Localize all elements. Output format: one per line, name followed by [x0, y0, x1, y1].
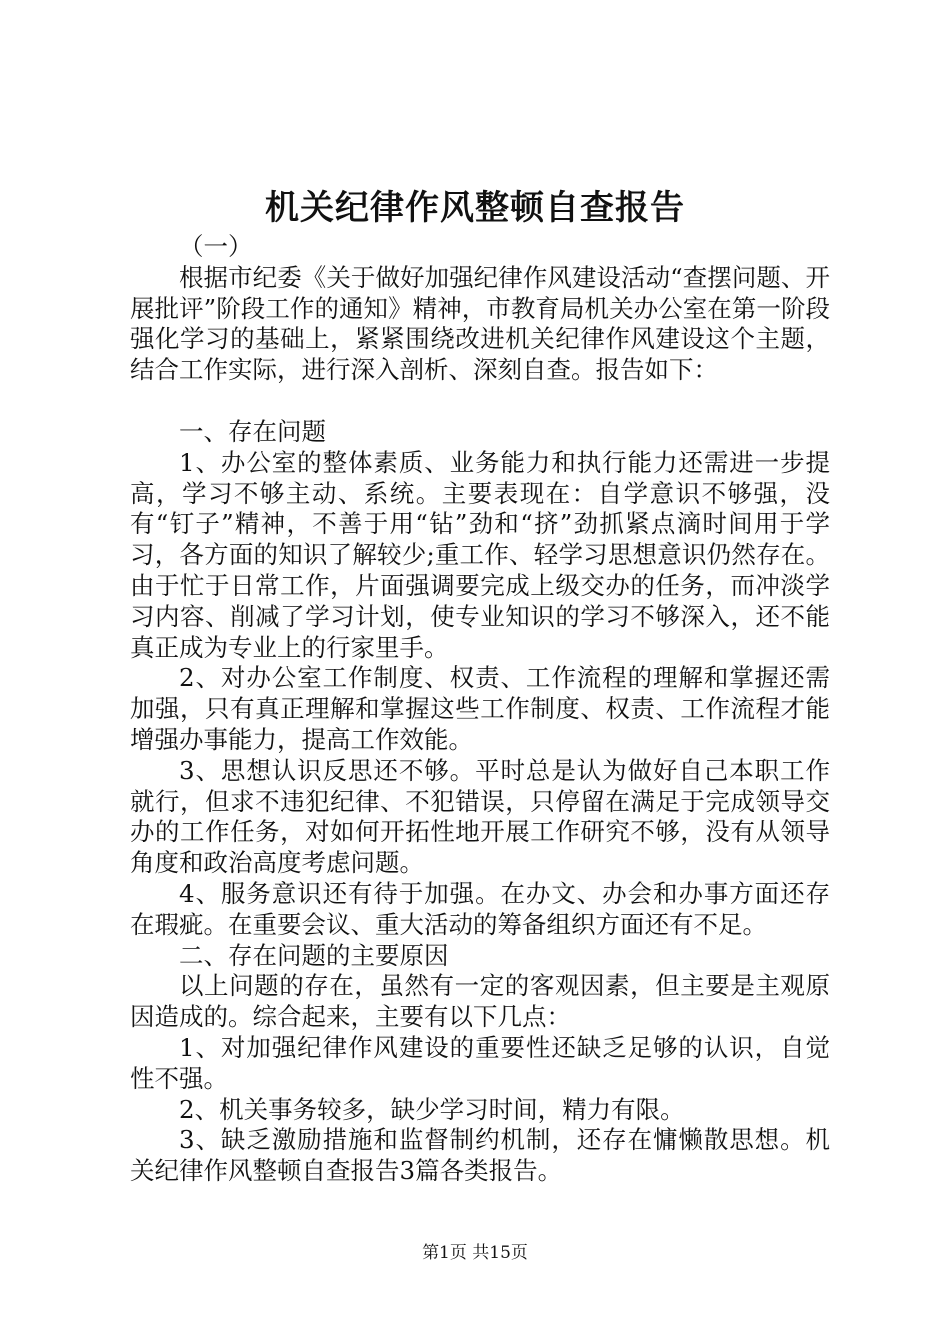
cause-item-2: 2、机关事务较多，缺少学习时间，精力有限。: [179, 1094, 685, 1124]
problem-item-2: 2、对办公室工作制度、权责、工作流程的理解和掌握还需加强，只有真正理解和掌握这些工作制度、权责、工作流程才能增强办事能力，提高工作效能。: [130, 663, 830, 754]
heading-main-causes: 二、存在问题的主要原因: [179, 940, 449, 970]
document-body: [130, 232, 830, 1187]
cause-item-1: 1、对加强纪律作风建设的重要性还缺乏足够的认识，自觉性不强。: [130, 1032, 830, 1093]
intro-paragraph: 根据市纪委《关于做好加强纪律作风建设活动“查摆问题、开展批评”阶段工作的通知》精神，市教育局机关办公室在第一阶段强化学习的基础上，紧紧围绕改进机关纪律作风建设这个主题，结合工作实际，进行深入剖析、深刻自查。报告如下：: [130, 262, 830, 385]
cause-item-3: 3、缺乏激励措施和监督制约机制，还存在慵懒散思想。机关纪律作风整顿自查报告3篇各类报告。: [130, 1125, 830, 1186]
problem-item-1: 1、办公室的整体素质、业务能力和执行能力还需进一步提高，学习不够主动、系统。主要表现在：自学意识不够强，没有“钉子”精神，不善于用“钻”劲和“挤”劲抓紧点滴时间用于学习，各方面的知识了解较少;重工作、轻学习思想意识仍然存在。由于忙于日常工作，片面强调要完成上级交办的任务，而冲淡学习内容、削减了学习计划，使专业知识的学习不够深入，还不能真正成为专业上的行家里手。: [130, 447, 830, 662]
causes-intro: 以上问题的存在，虽然有一定的客观因素，但主要是主观原因造成的。综合起来，主要有以下几点：: [130, 971, 830, 1032]
heading-existing-problems: 一、存在问题: [179, 416, 326, 446]
page-number-footer: 第1页 共15页: [422, 1243, 528, 1263]
problem-item-3: 3、思想认识反思还不够。平时总是认为做好自己本职工作就行，但求不违犯纪律、不犯错误，只停留在满足于完成领导交办的工作任务，对如何开拓性地开展工作研究不够，没有从领导角度和政治高度考虑问题。: [130, 755, 830, 878]
problem-item-4: 4、服务意识还有待于加强。在办文、办会和办事方面还存在瑕疵。在重要会议、重大活动的筹备组织方面还有不足。: [130, 878, 830, 939]
document-title: 机关纪律作风整顿自查报告: [265, 188, 685, 228]
section-marker: （一）: [179, 232, 253, 261]
